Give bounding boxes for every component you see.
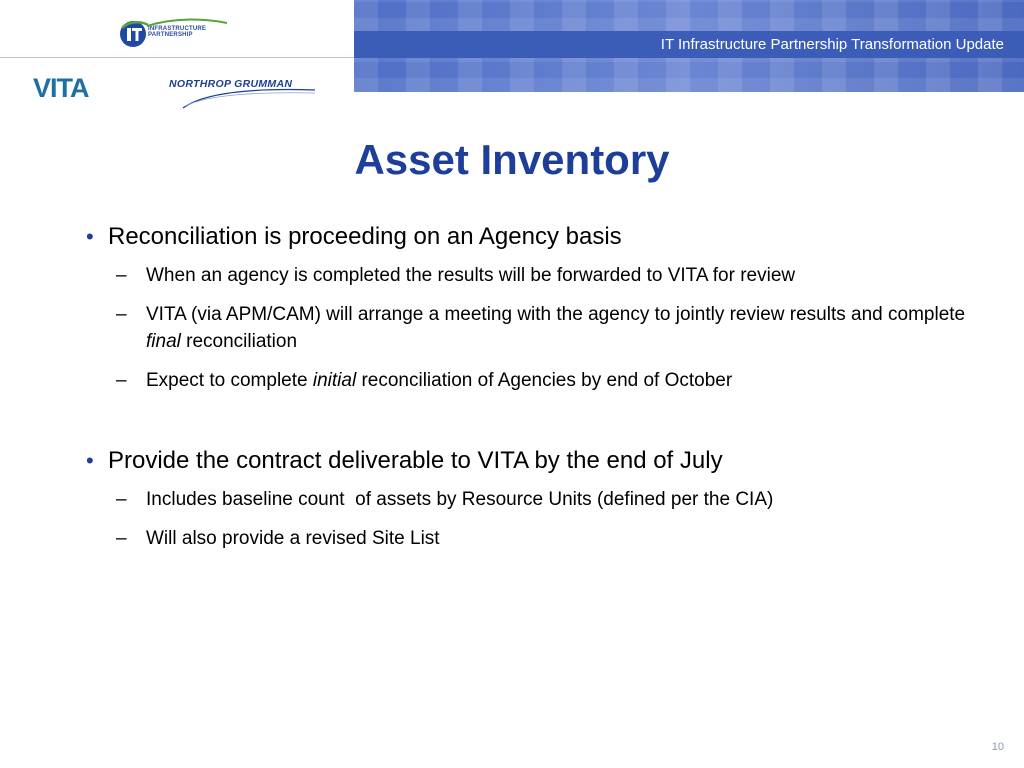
bullet-1-text: Reconciliation is proceeding on an Agency basis (108, 223, 622, 250)
bullet-dot-icon: • (86, 448, 94, 473)
bullet-2 (86, 446, 966, 476)
it-logo-line1: INFRASTRUCTURE (148, 26, 207, 32)
it-logo-line2: PARTNERSHIP (148, 32, 193, 38)
bullet-gap (86, 406, 966, 446)
vita-logo-mark (33, 75, 103, 101)
header-banner (354, 0, 1024, 92)
dash-icon: – (116, 265, 127, 286)
bullet-1 (86, 222, 966, 252)
sub-bullet-1-3-post: reconciliation of Agencies by end of October (356, 370, 733, 391)
slide-title: Asset Inventory (354, 136, 670, 183)
ng-logo-text: NORTHROP GRUMMAN (169, 78, 293, 90)
sub-bullet-1-2-post: reconciliation (180, 331, 298, 352)
sub-bullet-1-3 (86, 367, 966, 394)
it-partnership-logo (119, 18, 229, 50)
vita-logo (33, 75, 103, 101)
sub-bullet-1-1 (86, 262, 966, 289)
sub-bullet-2-2 (86, 525, 966, 552)
ng-swoosh-icon (165, 78, 325, 110)
sub-bullet-2-1-text: Includes baseline count of assets by Resource Units (defined per the CIA) (146, 489, 774, 510)
sub-bullet-1-2-em: final (146, 331, 181, 352)
dash-icon: – (116, 489, 127, 510)
sub-bullet-1-2-pre: VITA (via APM/CAM) will arrange a meeting with the agency to jointly review results and complete (146, 304, 966, 325)
it-logo-swoosh (147, 18, 227, 28)
page-number: 10 (991, 741, 1004, 753)
northrop-grumman-logo (165, 78, 325, 110)
sub-bullet-1-3-em: initial (312, 370, 357, 391)
dash-icon: – (116, 528, 127, 549)
sub-bullet-2-1 (86, 486, 966, 513)
bullet-2-text: Provide the contract deliverable to VITA by the end of July (108, 447, 723, 474)
logo-area (0, 0, 354, 101)
sub-bullet-1-3-pre: Expect to complete (146, 370, 313, 391)
sub-bullet-1-2 (86, 301, 966, 355)
dash-icon: – (116, 370, 127, 391)
bullet-dot-icon: • (86, 224, 94, 249)
sub-bullet-2-2-text: Will also provide a revised Site List (146, 528, 440, 549)
header-divider (0, 57, 354, 58)
sub-bullet-1-1-text: When an agency is completed the results will be forwarded to VITA for review (146, 265, 796, 286)
slide-content (86, 222, 966, 564)
dash-icon: – (116, 304, 127, 325)
slide-header (0, 0, 1024, 101)
it-logo-icon (119, 19, 149, 49)
svg-text:VITA: VITA (33, 75, 89, 101)
banner-title: IT Infrastructure Partnership Transformation Update (660, 36, 1004, 53)
